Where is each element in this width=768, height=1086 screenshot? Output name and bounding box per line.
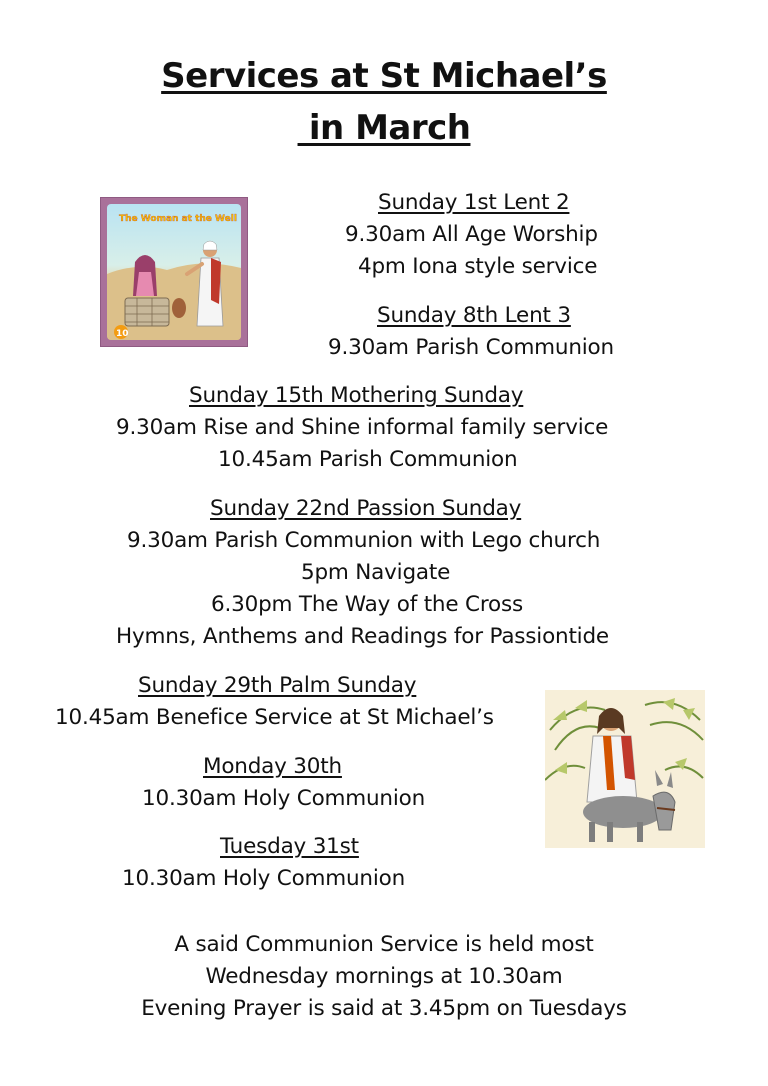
sunday-8th-item-1: 9.30am Parish Communion — [328, 335, 614, 360]
sunday-15th-item-2: 10.45am Parish Communion — [218, 447, 518, 472]
sunday-15th-item-1: 9.30am Rise and Shine informal family service — [116, 415, 609, 440]
image-banner-text: The Woman at the Well — [119, 214, 237, 224]
monday-30th-heading: Monday 30th — [203, 754, 342, 779]
sunday-22nd-item-4: Hymns, Anthems and Readings for Passiontide — [116, 624, 609, 649]
footer-line-2: Wednesday mornings at 10.30am — [205, 964, 563, 989]
sunday-1st-item-1: 9.30am All Age Worship — [345, 222, 598, 247]
svg-text:10: 10 — [116, 329, 129, 339]
tuesday-31st-heading: Tuesday 31st — [220, 834, 359, 859]
sunday-1st-heading: Sunday 1st Lent 2 — [378, 190, 570, 215]
tuesday-31st-item-1: 10.30am Holy Communion — [122, 866, 406, 891]
sunday-15th-heading: Sunday 15th Mothering Sunday — [189, 383, 524, 408]
footer-line-1: A said Communion Service is held most — [174, 932, 594, 957]
sunday-22nd-item-2: 5pm Navigate — [301, 560, 451, 585]
sunday-29th-item-1: 10.45am Benefice Service at St Michael’s — [55, 705, 494, 730]
footer-line-3: Evening Prayer is said at 3.45pm on Tuesdays — [141, 996, 627, 1021]
woman-at-the-well-image — [100, 197, 248, 347]
sunday-22nd-heading: Sunday 22nd Passion Sunday — [210, 496, 522, 521]
page-title-line-1: Services at St Michael’s — [161, 56, 607, 96]
sunday-8th-heading: Sunday 8th Lent 3 — [377, 303, 571, 328]
sunday-22nd-item-1: 9.30am Parish Communion with Lego church — [127, 528, 601, 553]
sunday-29th-heading: Sunday 29th Palm Sunday — [138, 673, 417, 698]
sunday-1st-item-2: 4pm Iona style service — [358, 254, 598, 279]
palm-sunday-image — [545, 690, 705, 848]
page-title-line-2: in March — [297, 108, 471, 148]
sunday-22nd-item-3: 6.30pm The Way of the Cross — [211, 592, 523, 617]
monday-30th-item-1: 10.30am Holy Communion — [142, 786, 426, 811]
